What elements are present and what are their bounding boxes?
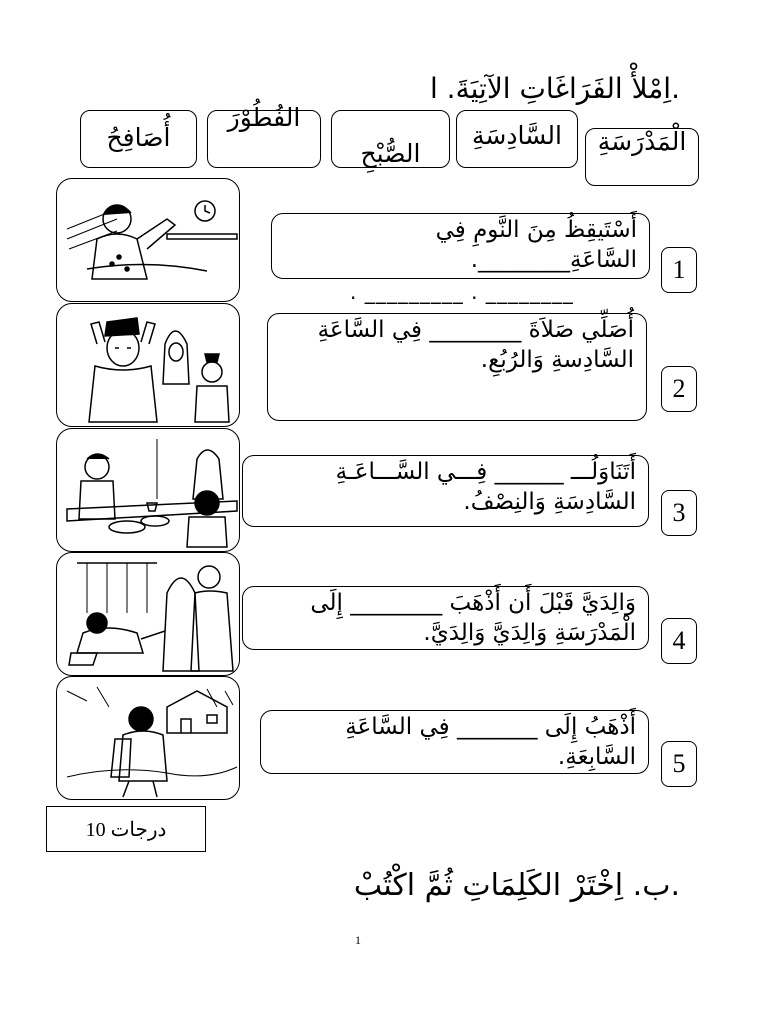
word-usafih-label: أُصَافِحُ <box>106 123 171 152</box>
picture-praying <box>56 303 240 427</box>
section-a-title: .اِمْلأْ الفَرَاغَاتِ الآتِيَةَ. ا <box>429 72 680 105</box>
word-bank-madrasah <box>585 128 699 186</box>
picture-breakfast <box>56 428 240 552</box>
section-b-title: .ب. اِخْتَرْ الكَلِمَاتِ ثُمَّ اكْتُبْ <box>353 868 680 903</box>
picture-waking-up <box>56 178 240 302</box>
item-number-4-label: 4 <box>672 626 686 655</box>
word-bank-futur <box>207 103 321 168</box>
word-sadisah-label: السَّادِسَةِ <box>472 121 562 150</box>
sentence-2-text: أُصَلِّي صَلاَةَ ________ فِي السَّاعَةِ السَّادِسةِ وَالرُبُعِ. <box>317 317 634 373</box>
word-bank-usafih <box>80 110 197 168</box>
word-futur-label: الفُطُوْرَ <box>227 103 301 132</box>
page-number: 1 <box>355 933 361 947</box>
item-number-3-label: 3 <box>672 498 686 527</box>
word-bank-sadisah <box>456 110 578 168</box>
word-bank-subh <box>331 110 450 168</box>
sentence-3-text: أَتَنَاوَلُـــ ______ فِـــي السَّـــاعَـةِ السَّادِسَةِ وَالنِصْفُ. <box>335 459 636 515</box>
sentence-box-4 <box>242 586 649 650</box>
item-number-5-label: 5 <box>672 749 686 778</box>
item-number-2-label: 2 <box>672 374 686 403</box>
sentence-5-text: أَذْهَبُ إِلَى _______ فِي السَّاعَةِ السَّابِعَةِ. <box>345 714 636 770</box>
word-madrasah-label: الْمَدْرَسَةِ <box>597 127 687 156</box>
item-number-3 <box>661 490 697 536</box>
dotted-answer-line: . _________ . ________ <box>350 280 574 304</box>
sentence-box-3 <box>242 455 649 527</box>
item-number-4 <box>661 618 697 664</box>
sentence-4-text: وَالِدَيَّ قَبْلَ أَن أَذْهَبَ ________ إِلَى الْمَدْرَسَةِ وَالِدَيَّ وَالِدَيَّ. <box>310 590 636 646</box>
picture-going-to-school <box>56 676 240 800</box>
picture-greeting-parents <box>56 552 240 676</box>
word-subh-label: الصُّبْحِ <box>360 139 421 168</box>
sentence-1-text: أَسْتَيقِظُ مِنَ النَّومِ فِي السَّاعَةِ________. <box>435 217 637 273</box>
sentence-box-5 <box>260 710 649 774</box>
grade-box: درجات 10 <box>46 806 206 852</box>
item-number-2 <box>661 366 697 412</box>
sentence-box-1 <box>271 213 650 279</box>
item-number-5 <box>661 741 697 787</box>
sentence-box-2 <box>267 313 647 421</box>
item-number-1 <box>661 247 697 293</box>
item-number-1-label: 1 <box>672 255 686 284</box>
